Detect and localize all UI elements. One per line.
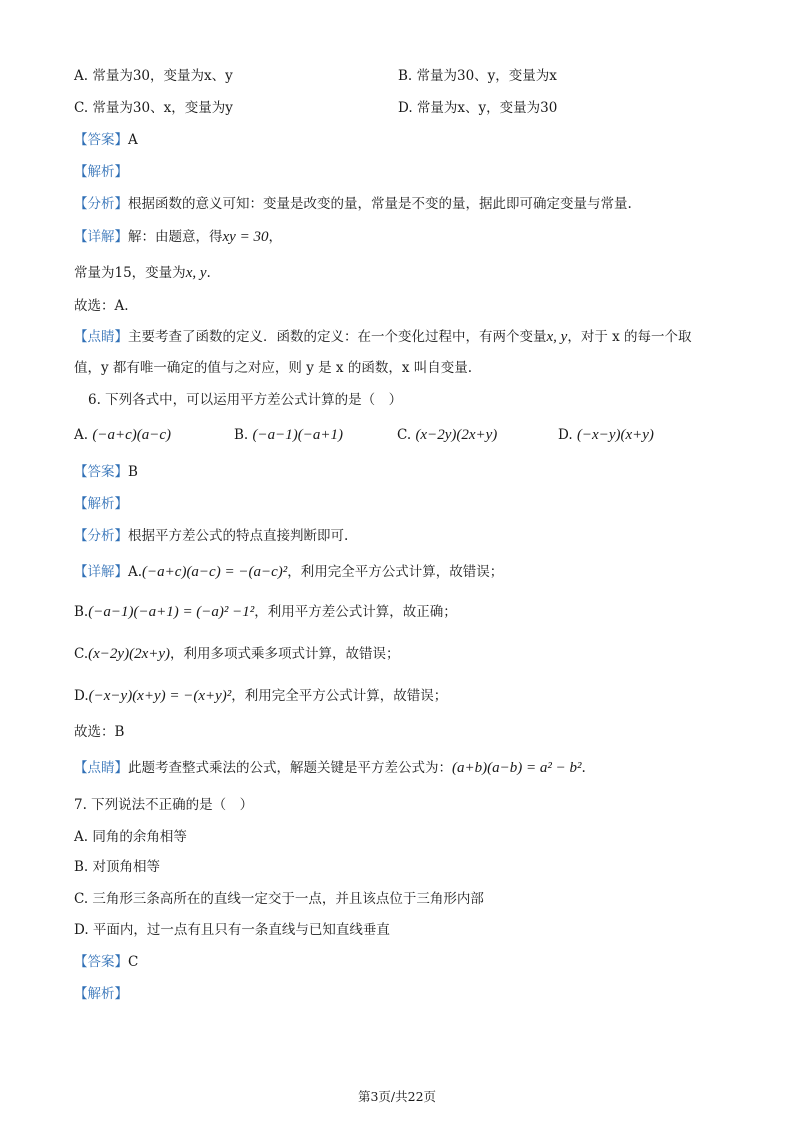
q7-analysis-tag: 【解析】	[74, 986, 128, 1002]
fenxi-text: 根据平方差公式的特点直接判断即可.	[128, 528, 349, 544]
q5-option-d: D. 常量为x、y，变量为30	[398, 100, 558, 116]
detail-text: ，利用多项式乘多项式计算，故错误；	[170, 646, 400, 662]
detail-math: (−x−y)(x+y) = −(x+y)²	[88, 688, 232, 704]
xiangjie-tag: 【详解】	[74, 564, 128, 580]
q5-answer	[74, 130, 138, 150]
detail-text: ，利用完全平方公式计算，故错误；	[231, 688, 448, 704]
q7-option-a: A. 同角的余角相等	[74, 829, 187, 845]
q5-dianjing-1	[74, 327, 692, 347]
q5-option-b: B. 常量为30、y，变量为x	[398, 68, 557, 84]
xiangjie-tag: 【详解】	[74, 229, 128, 245]
q5-dianjing-2: 值，y 都有唯一确定的值与之对应，则 y 是 x 的函数，x 叫自变量.	[74, 360, 473, 376]
dianjing-end: .	[581, 760, 586, 776]
q6-option-b	[234, 425, 343, 445]
q5-option-a: A. 常量为30，变量为x、y	[74, 68, 233, 84]
q7-answer	[74, 952, 138, 972]
q6-analysis-tag: 【解析】	[74, 496, 128, 512]
option-label: B.	[234, 427, 249, 443]
xiangjie-text: 解：由题意，得	[128, 229, 223, 245]
q6-option-c	[397, 425, 497, 445]
q7-stem: 7. 下列说法不正确的是（ ）	[74, 797, 254, 813]
q7-option-c: C. 三角形三条高所在的直线一定交于一点，并且该点位于三角形内部	[74, 891, 484, 907]
q6-option-d	[558, 425, 654, 445]
detail-math: (x−2y)(2x+y)	[88, 646, 170, 662]
q5-option-c: C. 常量为30、x，变量为y	[74, 100, 233, 116]
constant-math: x, y	[185, 265, 207, 281]
option-math: (−x−y)(x+y)	[576, 427, 654, 443]
detail-label: A.	[128, 564, 143, 580]
dianjing-text-1: 主要考查了函数的定义．函数的定义：在一个变化过程中，有两个变量	[128, 329, 547, 345]
fenxi-tag: 【分析】	[74, 196, 128, 212]
dianjing-tag: 【点睛】	[74, 329, 128, 345]
q5-analysis-tag: 【解析】	[74, 164, 128, 180]
detail-math: (−a−1)(−a+1) = (−a)² −1²	[88, 604, 255, 620]
q6-detail-d	[74, 686, 447, 706]
option-label: D.	[558, 427, 573, 443]
detail-text: ，利用平方差公式计算，故正确；	[254, 604, 457, 620]
option-math: (x−2y)(2x+y)	[415, 427, 498, 443]
q6-dianjing	[74, 758, 586, 778]
q6-stem: 6. 下列各式中，可以运用平方差公式计算的是（ ）	[88, 392, 403, 408]
option-math: (−a−1)(−a+1)	[252, 427, 343, 443]
dianjing-text: 此题考查整式乘法的公式，解题关键是平方差公式为：	[128, 760, 452, 776]
q5-xiangjie	[74, 227, 282, 247]
option-math: (−a+c)(a−c)	[92, 427, 172, 443]
answer-value: B	[128, 464, 138, 480]
constant-end: .	[206, 265, 211, 281]
detail-label: B.	[74, 604, 89, 620]
q6-detail-c	[74, 644, 400, 664]
option-label: C.	[397, 427, 412, 443]
answer-tag: 【答案】	[74, 954, 128, 970]
q6-fenxi	[74, 526, 348, 546]
dianjing-math: (a+b)(a−b) = a² − b²	[452, 760, 582, 776]
constant-text: 常量为15，变量为	[74, 265, 186, 281]
q5-fenxi	[74, 194, 632, 214]
q6-detail-a	[74, 562, 503, 582]
detail-text: ，利用完全平方公式计算，故错误；	[287, 564, 504, 580]
q6-choose: 故选：B	[74, 724, 125, 740]
answer-value: A	[128, 132, 138, 148]
detail-label: D.	[74, 688, 89, 704]
option-label: A.	[74, 427, 89, 443]
fenxi-tag: 【分析】	[74, 528, 128, 544]
q6-answer	[74, 462, 138, 482]
q6-option-a	[74, 425, 171, 445]
dianjing-math: x, y	[546, 329, 568, 345]
q5-constant-line	[74, 263, 211, 283]
q7-option-d: D. 平面内，过一点有且只有一条直线与已知直线垂直	[74, 922, 390, 938]
page-footer: 第3页/共22页	[357, 1089, 437, 1104]
answer-tag: 【答案】	[74, 132, 128, 148]
q6-detail-b	[74, 602, 457, 622]
detail-label: C.	[74, 646, 89, 662]
dianjing-tag: 【点睛】	[74, 760, 128, 776]
answer-tag: 【答案】	[74, 464, 128, 480]
fenxi-text: 根据函数的意义可知：变量是改变的量，常量是不变的量，据此即可确定变量与常量.	[128, 196, 632, 212]
xiangjie-math: xy = 30	[222, 229, 269, 245]
xiangjie-end: ，	[268, 229, 282, 245]
q7-option-b: B. 对顶角相等	[74, 859, 161, 875]
detail-math: (−a+c)(a−c) = −(a−c)²	[142, 564, 288, 580]
answer-value: C	[128, 954, 139, 970]
q5-choose: 故选：A.	[74, 298, 129, 314]
dianjing-text-1b: ，对于 x 的每一个取	[567, 329, 692, 345]
